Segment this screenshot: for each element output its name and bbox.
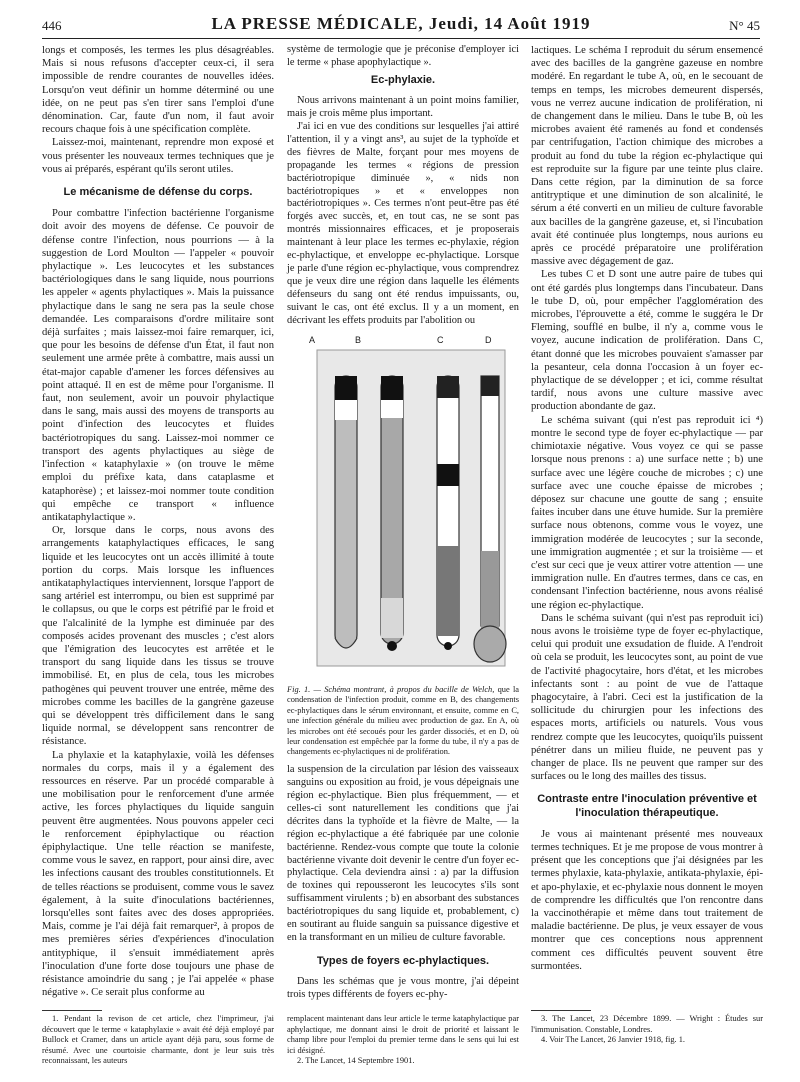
figure-1: [287, 334, 519, 679]
paragraph: Dans les schémas que je vous montre, j'ai dépeint trois types différents de foyers ec-phy-: [287, 976, 519, 1001]
tube-label-a: A: [309, 335, 316, 346]
footnote-rule: [42, 1010, 102, 1011]
tube-c: [437, 376, 459, 650]
tube-label-d: D: [485, 335, 492, 346]
paragraph: Or, lorsque dans le corps, nous avons des arrangements kataphylactiques efficaces, le sang liquide et les leucocytes ont un accès illimité à toute portion du corps. Mais lorsque les influences antikataphylactiques interviennent, lorsque l'apport de sang artériel est interrompu, ou bien est supprimé par le collapsus, ou que le corps est pétrifié par le froid et que l'alcalinité de la lymphe est diminuée par des composés acides provenant des muscles ; c'est alors que l'émigration des leucocytes est arrêtée et le transport du sang liquide dans les tissus se trouve immobilisé. Et, en plus de cela, tous les microbes pathogènes qui peuvent trouver une entrée, même des microbes comme les bacilles de la gangrène gazeuse qui se développent très difficilement dans le sang liquide normal, se développent sans rencontrer de résistance.: [42, 525, 274, 748]
caption-text: que la condensation de l'infection produit, comme en B, des changements ec-phylactiques dans le sérum environnant, et ensuite, comme en C, une infection générale du milieu avec production de gaz. En A, où les microbes ont été secoués pour les garder dissociés, et en D, où leur condensation est empêchée par la forme du tube, il n'y a pas de changements ec-phylactiques ni de prolifération.: [287, 685, 520, 757]
column-2: [287, 44, 519, 1002]
page-header: [42, 14, 760, 40]
page-number: 446: [42, 18, 62, 33]
paragraph: Le schéma suivant (qui n'est pas reproduit ici ⁴) montre le second type de foyer ec-phylactique — par chimiotaxie négative. Vous voyez ce qui se passe lorsque nous prenons : a) une surface nette ; b) une surface avec une légère couche de microbes ; c) une surface avec une couche épaisse de microbes ; déposez sur chacune une goutte de sang ; ensuite faites incuber dans une étuve humide. Sur la première surface nous obtenons, comme vous le voyez, une immigration modérée de leucocytes ; sur la seconde, une immigration augmentée ; et sur la troisième — et c'est sur ceci que je veux attirer votre attention — une immigration nulle. En d'autres termes, dans ce cas, en condensant l'infection bactérienne, nous avons réalisé une région ec-phylactique.: [531, 414, 763, 611]
paragraph: longs et composés, les termes les plus désagréables. Mais si nous refusons d'accepter ceux-ci, il sera impossible de rendre courantes de nouvelles idées. Lorsqu'on veut définir un homme déterminé ou une idée, on ne peut pas s'en tirer sans l'emploi d'une dénomination. Car, faute d'un nom, il faut avoir recours chaque fois à une spécification complète.: [42, 45, 274, 136]
paragraph: système de termologie que je préconise d'employer ici le terme « phase apophylactique ».: [287, 44, 519, 68]
paragraph: La phylaxie et la kataphylaxie, voilà les défenses normales du corps, mais il y a également des ressources en réserve. Par un procédé comparable à une mobilisation pour le renforcement d'une armée active, les forces phylactiques du liquide sanguin peuvent être augmentées. Nous pouvons appeler ceci le renforcement épiphylactique ou réaction épiphylactique. Une telle réaction se manifeste, comme vous le savez, en rapport, pour ainsi dire, avec les infections causant des troubles constitutionnels. Et de telles réactions se produisent, comme vous le savez également, à la suite d'inoculations bactériennes, lorsqu'elles sont faites avec des doses appropriées. Mais, comme je l'ai déjà fait remarquer², à propos de mes premières séries d'expériences d'inoculation antityphique, il s'ensuit immédiatement après l'inoculation d'une forte dose toujours une phase de résistance amoindrie du sang ; je l'ai appelée « phase négative ». Ce serait plus conforme au: [42, 749, 274, 999]
section-heading: Types de foyers ec-phylactiques.: [316, 955, 490, 968]
tube-label-c: C: [437, 335, 444, 346]
column-3: [531, 44, 763, 973]
footnote-1: [42, 1014, 274, 1067]
section-heading: Le mécanisme de défense du corps.: [63, 186, 253, 199]
tube-label-b: B: [355, 335, 362, 346]
tube-b: [381, 376, 403, 651]
paragraph: Les tubes C et D sont une autre paire de tubes qui ont été gardés plus longtemps dans l'incubateur. Dans le tube D, où, pour empêcher l'agglomération des microbes, l'éprouvette a été, comme le suggéra le Dr Fleming, soufflé en bulbe, il n'y a, comme vous le voyez, aucune indication de prolifération. Dans C, étant donné que les microbes pouvaient s'amasser par la pesanteur, cela donna l'occasion à un foyer ec-phylactique de se développer ; et ici, comme résultat tardif, nous avons une culture massive avec production abondante de gaz.: [531, 269, 763, 413]
tubes-diagram: [287, 346, 519, 681]
paragraph: Dans le schéma suivant (qui n'est pas reproduit ici) nous avons le troisième type de foyer ec-phylactique, celui qui produit une exsudation de fluide. A l'endroit où cela se produit, les leucocytes sont, au point de vue de l'activité phagocytaire, hors d'état, et les microbes infectants sont : au point de vue de l'attaque phagocytaire, à l'abri. Ceci est la justification de la sollicitude du chirurgien pour les infections des espaces morts, artificiels ou naturels. Vous vous rendrez compte que les leucocytes, quoiqu'ils puissent pénétrer dans un milieu fluide, ne peuvent pas y changer de place. Ils ne peuvent que ramper sur des surfaces ou le long des mailles des tissus.: [531, 612, 763, 783]
paragraph: lactiques. Le schéma I reproduit du sérum ensemencé avec des bacilles de la gangrène gazeuse en nombre modéré. En regardant le tube A, où, en le secouant de temps en temps, les microbes demeurent dispersés, vous ne verrez aucune indication de prolifération, ni de changement dans le milieu. Dans le tube B, où les microbes avaient été ramenés au fond et condensés par centrifugation, l'action chimique des microbes a produit au fond du tube la région ec-phylactique qui est reproduite sur la figure par une teinte plus claire. Dans cette région, par la diminution de sa force antitryptique et une diminution de son alcalinité, le sérum a été converti en un milieu de culture favorable aux bacilles de la gangrène gazeuse, et, si l'incubation avait été continuée plus longtemps, nous aurions eu après ce procédé préparatoire une prolifération massive avec dégagement de gaz.: [531, 45, 763, 268]
tube-a: [335, 376, 357, 648]
header-rule: [42, 38, 760, 39]
footnotes-col3: [531, 1014, 763, 1046]
paragraph: Pour combattre l'infection bactérienne l'organisme doit avoir des moyens de défense. Ce pouvoir de défense contre l'infection, nous pourrions — à la suggestion de Lord Moulton — l'appeler « pouvoir phylactique ». Les leucocytes et les substances bactériologiques dans le sang liquide, nous pourrions les appeler « agents phylactiques ». Mais la puissance phylactique dans le sang ne sera pas la seule chose demandée. Les comparaisons d'ordre militaire sont déjà surfaites ; mais laissez-moi faire remarquer, ici, que pour les besoins de défense d'un État, il faut non seulement une armée prête à combattre, mais aussi un état-major capable d'amener les forces défensives au point attaqué. Il en est de même pour l'organisme. Il faut, non seulement, avoir un pouvoir phylactique dans le sang, mais aussi des moyens de transports au point d'infection des leucocytes et fluides bactériotropiques du sang. Laissez-moi nommer ce transport des agents phylactiques au siège de l'infection « kataphylaxie » (on trouve le même emploi du préfixe kata, dans cataplasme et kataphorèse) ; et laissez-moi nommer toute condition qui empêche ce transport « influence antikataphylactique ».: [42, 208, 274, 523]
footnote-4: 4. Voir The Lancet, 26 Janvier 1918, fig. 1.: [541, 1035, 685, 1045]
paragraph: la suspension de la circulation par lésion des vaisseaux sanguins ou exposition au froid, je vous dépeignais une région ec-phylactique. Bien plus fréquemment, — et celles-ci sont naturellement les conditions que j'ai décrites dans la typhoïde et la fièvre de Malte, — la région ec-phylactique a été fabriquée par une colonie bactérienne. Rendez-vous compte que toute la colonie bactérienne vivante doit devenir le centre d'un foyer ec-phylactique. Cela deviendra ainsi : a) par la diffusion de toxines qui repousseront les leucocytes s'ils sont suffisamment virulents ; b) en absorbant des substances bactériotropiques du sang liquide et, probablement, c) en soutirant au fluide sanguin sa puissance digestive et en la transformant en un milieu de culture favorable.: [287, 763, 519, 944]
column-1: [42, 44, 274, 999]
footnote-2: 2. The Lancet, 14 Septembre 1901.: [297, 1056, 415, 1066]
paragraph: J'ai ici en vue des conditions sur lesquelles j'ai attiré l'attention, il y a vingt ans³, au sujet de la typhoïde et des fièvres de Malte, forçant pour mes moyens de propagande les termes « régions de pression bactériotropique diminuée », « nids non bactériotropiques » et « enveloppes non bactériotropiques ». Ces termes n'ont peut-être pas été forgés avec succès, et, en tout cas, ne se sont pas montrés missionnaires efficaces, et je proposerais maintenant à leur place les termes ec-phylaxie, région ec-phylactique, et enveloppe ec-phylactique. Lorsque je parle d'une région ec-phylactique, vous comprendrez que je veux dire une région dans laquelle les éléments défenseurs du sang ont été rendus impuissants, ou, suivant le cas, ont été exclus. Il y a un moment, en décrivant les effets produits par l'abolition ou: [287, 120, 519, 327]
sediment: [387, 641, 397, 651]
figure-caption: [287, 685, 519, 758]
figure-labels: [287, 334, 519, 346]
paragraph: Je vous ai maintenant présenté mes nouveaux termes techniques. Et je me propose de vous montrer à présent que les conceptions que j'ai désignées par les termes phylaxie, kata-phylaxie, antikata-phylaxie, épi- et apo-phylaxie, et ec-phylaxie nous donnent le moyen de comprendre les difficultés que l'on rencontre dans la vaccinothérapie et même dans tout traitement de maladie bactérienne. De plus, je veux essayer de vous montrer que ces conceptions nous apprennent comment ces difficultés peuvent souvent être surmontées.: [531, 828, 763, 972]
footnote-1-cont: [287, 1014, 519, 1067]
footnote-3: 3. The Lancet, 23 Décembre 1899. — Wright : Études sur l'immunisation. Constable, Londres.: [531, 1014, 763, 1034]
journal-title: LA PRESSE MÉDICALE, Jeudi, 14 Août 1919: [211, 14, 591, 33]
paragraph: Nous arrivons maintenant à un point moins familier, mais je crois même plus important.: [287, 94, 519, 119]
issue-number: N° 45: [729, 18, 760, 33]
paragraph: Laissez-moi, maintenant, reprendre mon exposé et vous présenter les nouveaux termes techniques que je vous ai préparés, espérant qu'ils seront utiles.: [42, 137, 274, 175]
footnote-rule: [531, 1010, 591, 1011]
footnote-text: 1. Pendant la revison de cet article, chez l'imprimeur, j'ai découvert que le terme « kataphylaxie » avait été déjà employé par Bullock et Cramer, dans un article ayant déjà paru, sous forme de résumé. Avec une courtoisie charmante, dont je leur suis très reconnaissant, les auteurs: [42, 1014, 274, 1066]
footnote-text: remplacent maintenant dans leur article le terme kataphylactique par aphylactique, me donnant ainsi le droit de priorité et laissant le champ libre pour l'emploi du premier terme dans le sens qui lui est ici désigné.: [287, 1014, 519, 1055]
section-heading: Contraste entre l'inoculation préventive et l'inoculation thérapeutique.: [537, 793, 757, 819]
section-heading: Ec-phylaxie.: [370, 73, 436, 86]
caption-lead: Fig. 1. — Schéma montrant, à propos du bacille de Welch,: [287, 685, 495, 695]
